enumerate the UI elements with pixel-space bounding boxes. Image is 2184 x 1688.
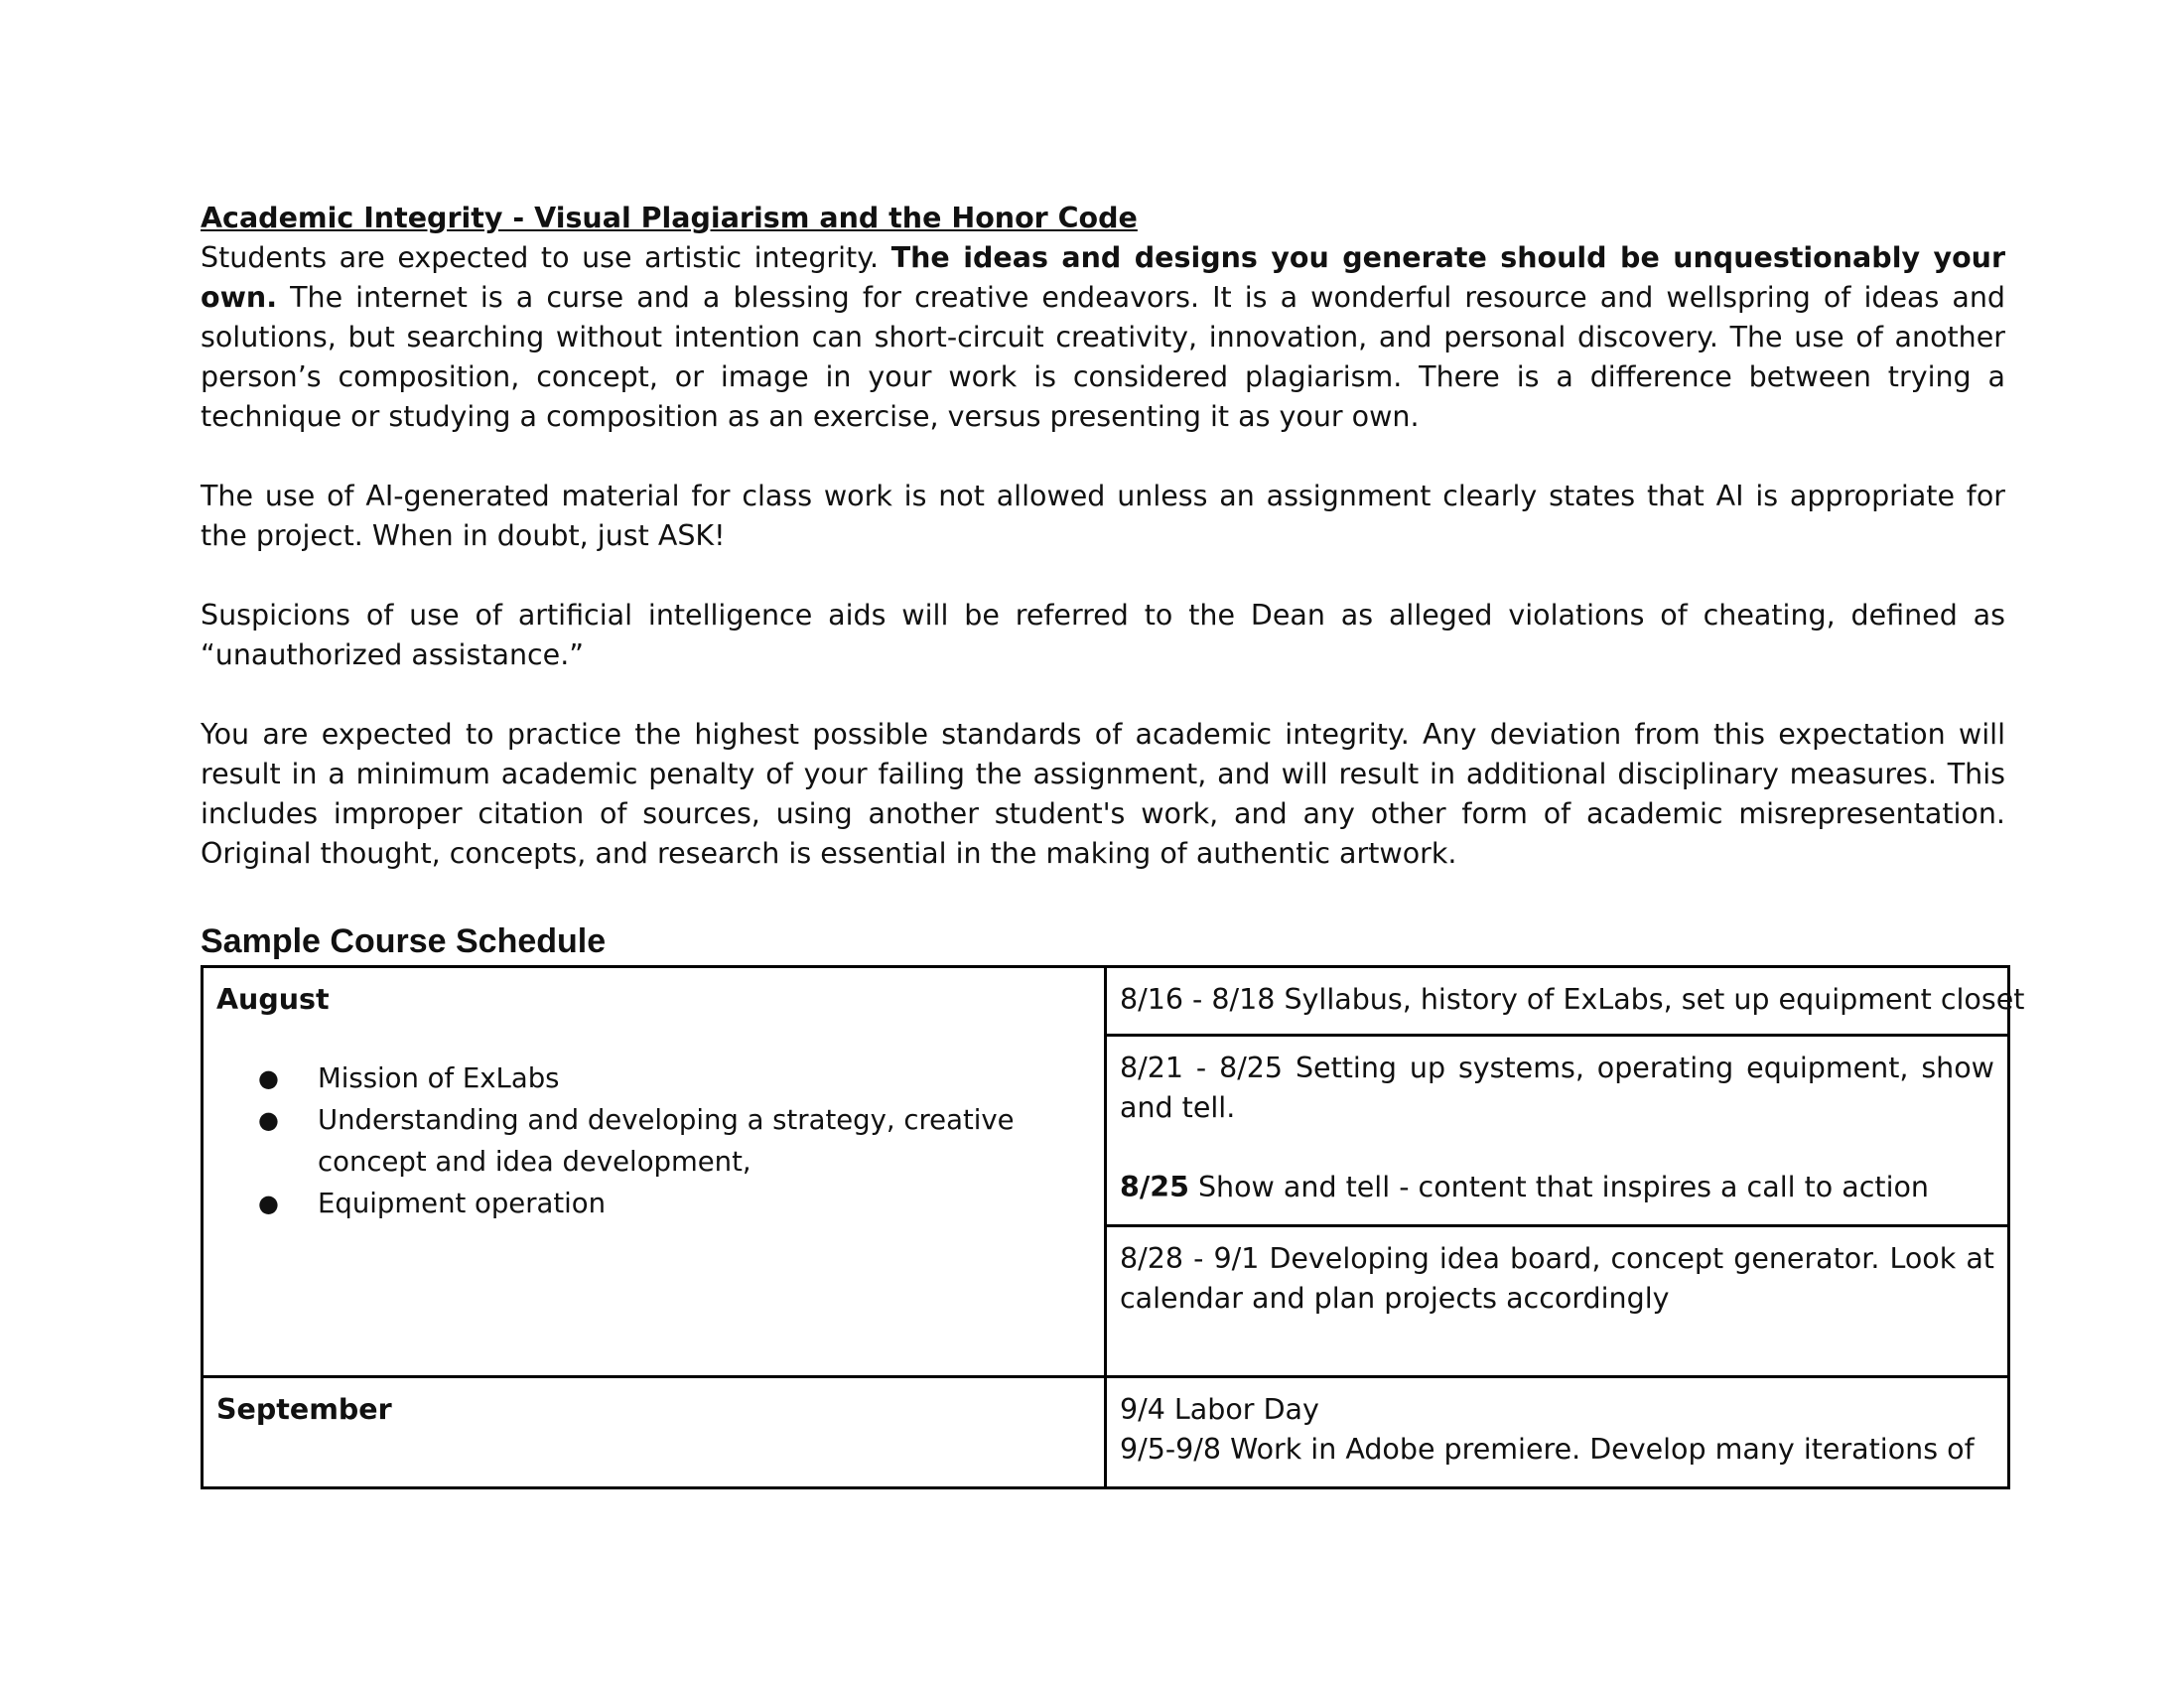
list-item xyxy=(258,1099,1091,1183)
topic-list xyxy=(216,1057,1091,1224)
document-page xyxy=(201,199,2025,1489)
list-item xyxy=(258,1057,1091,1099)
entry-text: 9/4 Labor Day xyxy=(1120,1393,1319,1426)
entry-text: 8/28 - 9/1 Developing idea board, concept generator. Look at calendar and plan projects accordingly xyxy=(1120,1242,1994,1315)
month-label: September xyxy=(216,1393,392,1426)
paragraph-intro: Students are expected to use artistic integrity. xyxy=(201,241,891,274)
entry-text: 9/5-9/8 Work in Adobe premiere. Develop many iterations of xyxy=(1120,1433,1975,1466)
list-item-text: Equipment operation xyxy=(318,1188,607,1219)
bullet-icon: ● xyxy=(258,1190,279,1217)
entry-text: 8/21 - 8/25 Setting up systems, operating equipment, show and tell. xyxy=(1120,1052,1994,1124)
bullet-icon: ● xyxy=(258,1106,279,1134)
month-cell-september xyxy=(203,1377,1106,1488)
entry-text: 8/16 - 8/18 Syllabus, history of ExLabs, set up equipment closet xyxy=(1120,983,2025,1016)
schedule-entry xyxy=(1106,1377,2009,1488)
month-cell-august xyxy=(203,967,1106,1377)
paragraph-ai-suspicion: Suspicions of use of artificial intelligence aids will be referred to the Dean as alleged violations of cheating, defined as “unauthorized assistance.” xyxy=(201,599,2005,671)
spacer xyxy=(1120,1128,1994,1168)
schedule-table xyxy=(201,965,2025,1489)
paragraph-emphasis: The ideas and designs you generate should be unquestionably your own. xyxy=(201,241,2005,314)
list-item-text: Mission of ExLabs xyxy=(318,1062,560,1094)
bullet-icon: ● xyxy=(258,1064,279,1092)
schedule-entry xyxy=(1106,1226,2009,1377)
schedule-entry xyxy=(1106,1036,2009,1226)
paragraph-rest: The internet is a curse and a blessing for creative endeavors. It is a wonderful resource and wellspring of ideas and solutions, but searching without intention can short-circuit creativity, innovation, and personal discovery. The use of another person’s composition, concept, or image in your work is considered plagiarism. There is a difference between trying a technique or studying a composition as an exercise, versus presenting it as your own. xyxy=(201,281,2005,433)
list-item xyxy=(258,1183,1091,1224)
paragraph-artistic-integrity xyxy=(201,238,2005,437)
entry-text xyxy=(1120,1168,1994,1207)
month-label: August xyxy=(216,983,330,1016)
paragraph-standards: You are expected to practice the highest possible standards of academic integrity. Any deviation from this expectation will result in a minimum academic penalty of your failing the assignment, and will result in additional disciplinary measures. This includes improper citation of sources, using another student's work, and any other form of academic misrepresentation. Original thought, concepts, and research is essential in the making of authentic artwork. xyxy=(201,718,2005,870)
schedule-title: Sample Course Schedule xyxy=(201,922,607,960)
schedule-entry xyxy=(1106,967,2025,1036)
table-row xyxy=(203,967,2009,1036)
list-item-text: Understanding and developing a strategy, creative concept and idea development, xyxy=(318,1104,1015,1178)
entry-note: Show and tell - content that inspires a call to action xyxy=(1188,1171,1929,1203)
entry-date: 8/25 xyxy=(1120,1171,1189,1203)
section-heading: Academic Integrity - Visual Plagiarism and the Honor Code xyxy=(201,202,1138,234)
table-row xyxy=(203,1377,2009,1488)
paragraph-ai-policy: The use of AI-generated material for class work is not allowed unless an assignment clearly states that AI is appropriate for the project. When in doubt, just ASK! xyxy=(201,480,2005,552)
